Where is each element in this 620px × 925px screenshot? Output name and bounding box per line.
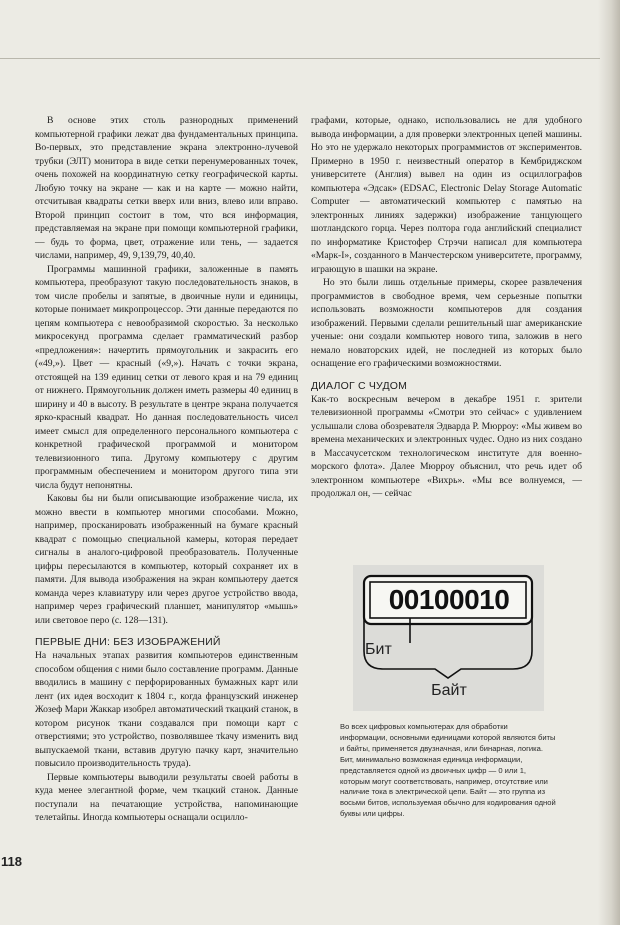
bit-byte-illustration [353,565,544,711]
left-paragraph-2: Программы машинной графики, заложенные в память компьютера, преобразуют такую последовательность знаков, в том числе пробелы и запятые, в двоичные нули и единицы, которые понимает микропроцессор. Эти данные передаются по цепям компьютера с невообразимой скоростью. За несколько микросекунд программа сделает грамматический разбор «предложения»: начертить прямоугольник и закрасить его («49,»). Цвет — красный («9,»). Начать с точки экрана, отстоящей на 139 единиц сетки от левого края и на 79 единиц от нижнего. Прямоугольник должен иметь размеры 40 единиц в ширину и 40 в высоту. В результате в центре экрана получается ярко-красный квадрат. Но данная последовательность чисел имеет смысл для определенного персонального компьютера с конкретной графической программой и монитором телевизионного типа. Другому компьютеру с другим программным обеспечением и монитором другого типа эти числа будут непонятны. [35,263,298,491]
bit-label: Бит [365,641,392,658]
right-paragraph-2: Но это были лишь отдельные примеры, скорее развлечения программистов в свободное время, чем серьезные попытки использовать возможности компьютеров для создания изображений. Первыми сделали решительный шаг американские ученые: они создали компьютер нового типа, заложив в него немало новаторских идей, не последней из которых было оснащение его графическими возможностями. [311,277,582,369]
figure-caption: Во всех цифровых компьютерах для обработки информации, основными единицами которой являются биты и байты, применяется двузначная, или бинарная, логика. Бит, минимально возможная единица информации, представляется одной из двоичных цифр — 0 или 1, которым могут соответствовать, например, отсутствие или наличие тока в электрической цепи. Байт — это группа из восьми битов, используемая обычно для кодирования одной буквы или цифры. [340,722,556,819]
byte-label: Байт [431,682,467,699]
page-number: 118 [1,854,22,869]
left-paragraph-1: В основе этих столь разнородных применений компьютерной графики лежат два фундаментальных принципа. Во-первых, это представление экрана электронно-лучевой трубки (ЭЛТ) монитора в виде сетки перенумерованных точек, очень похожей на координатную сетку географической карты. Любую точку на экране — как и на карте — можно найти, отсчитывая квадраты сетки вверх или вниз, влево или вправо. Второй принцип состоит в том, что вся информация, представляемая на экране при помощи компьютерной графики, — будь то форма, цвет, отражение или тень, — задается числами, например, 49, 9,139,79, 40,40. [35,115,298,261]
left-paragraph-3: Каковы бы ни были описывающие изображение числа, их можно ввести в компьютер многими способами. Можно, например, просканировать изображенный на бумаге красный квадрат с помощью специальной камеры, которая передает сигналы в аналого-цифровой преобразователь. Полученные цифры пересылаются в компьютер, который сохраняет их в памяти. Для вывода изображения на экран компьютеру дается команда через клавиатуру или через другое устройство ввода, например через графический планшет, манипулятор «мышь» или световое перо (с. 128—131). [35,493,298,626]
left-paragraph-4: На начальных этапах развития компьютеров единственным способом общения с ними было составление программ. Данные вводились в машину с перфорированных бумажных карт или лент (их идея восходит к 1804 г., когда французский инженер Жозеф Мари Жаккар изобрел автоматический ткацкий станок, в котором рисунок ткани создавался при помощи карт с отверстиями; это устройство, позволявшее тkачу изменить вид выпускаемой ткани, вставив другую пачку карт, значительно повысило производительность труда). [35,650,298,769]
right-paragraph-3: Как-то воскресным вечером в декабре 1951 г. зрители телевизионной программы «Смотри это сейчас» с удивлением услышали слова обозревателя Эдварда Р. Мюрроу: «Мы живем во времена механических и электронных чудес. Одно из них создано в Массачусетском технологическом институте для военно-морского флота». Далее Мюрроу объяснил, что речь идет об электронном компьютере «Вихрь». «Мы все волнуемся, — продолжал он, — сейчас [311,393,582,499]
right-column [311,114,582,501]
page-spine-shadow [598,0,620,925]
right-paragraph-1: графами, которые, однако, использовались не для удобного вывода информации, а для проверки электронных цепей машины. Но это не удержало некоторых программистов от экспериментов. Примерно в 1950 г. неизвестный оператор в Кембриджском университете (Англия) вывел на один из осциллографов компьютера «Эдсак» (EDSAC, Electronic Delay Storage Automatic Computer — автоматический компьютер с памятью на электронных линиях задержки) изображение танцующего шотландского горца. Через полтора года английский специалист по информатике Кристофер Стрэчи написал для компьютера «Марк-I», созданного в Манчестерском университете, программу, играющую в шашки на экране. [311,115,582,275]
section-heading-first-days: ПЕРВЫЕ ДНИ: БЕЗ ИЗОБРАЖЕНИЙ [35,636,221,648]
left-paragraph-5: Первые компьютеры выводили результаты своей работы в куда менее элегантной форме, чем ткацкий станок. Данные поступали на печатающие устройства, напоминающие телетайпы. Иногда компьютеры оснащали осцилло- [35,771,298,823]
left-column [35,114,298,825]
section-heading-dialogue: ДИАЛОГ С ЧУДОМ [311,379,408,392]
top-rule [0,58,600,59]
binary-digits: 00100010 [388,584,510,615]
